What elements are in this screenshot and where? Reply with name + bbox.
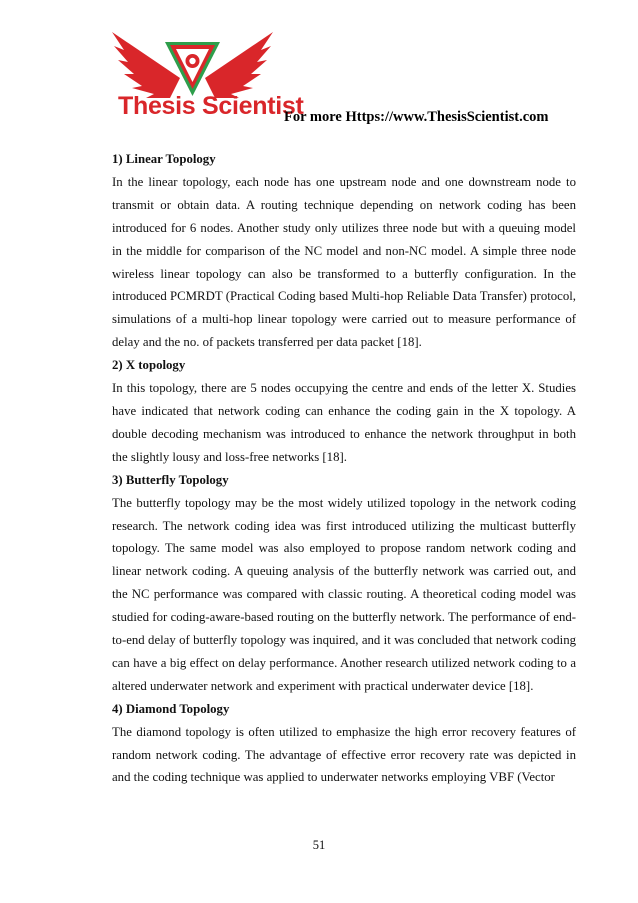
section-paragraph-x-topology: In this topology, there are 5 nodes occupying the centre and ends of the letter X. Studies have indicated that network coding can enhance the coding gain in the X topology. A double decoding mechanism was introduced to enhance the network throughput in both the slightly lousy and loss-free networks [18]. [112,381,576,464]
document-body [112,148,576,789]
logo-wordmark: Thesis Scientist [118,92,304,120]
section-paragraph-butterfly-topology: The butterfly topology may be the most widely utilized topology in the network coding research. The network coding idea was first introduced utilizing the multicast butterfly topology. The same model was also employed to propose random network coding and linear network coding. A queuing analysis of the butterfly network was carried out, and the NC performance was compared with classic routing. A theoretical coding model was studied for coding-aware-based routing on the butterfly network. The performance of end-to-end delay of butterfly topology was inquired, and it was concluded that network coding can have a big effect on delay performance. Another research utilized network coding to a altered underwater network and experiment with practical underwater device [18]. [112,495,576,693]
section-heading-x-topology: 2) X topology [112,358,186,373]
header-website-link[interactable]: For more Https://www.ThesisScientist.com [284,109,549,125]
section-heading-butterfly-topology: 3) Butterfly Topology [112,472,229,487]
section-heading-diamond-topology: 4) Diamond Topology [112,701,230,716]
section-heading-linear-topology: 1) Linear Topology [112,152,216,166]
section-paragraph-diamond-topology: The diamond topology is often utilized to emphasize the high error recovery features of random network coding. The advantage of effective error recovery rate was depicted in and the coding technique was applied to underwater networks employing VBF (Vector [112,724,576,785]
page-number: 51 [312,838,326,852]
section-paragraph-linear-topology: In the linear topology, each node has one upstream node and one downstream node to transmit or obtain data. A routing technique depending on network coding has been introduced for 6 nodes. Another study only utilizes three node but with a queuing model in the middle for comparison of the NC model and non-NC model. A simple three node wireless linear topology can also be transformed to a butterfly configuration. In the introduced PCMRDT (Practical Coding based Multi-hop Reliable Data Transfer) protocol, simulations of a multi-hop linear topology were carried out to measure performance of delay and the no. of packets transferred per data packet [18]. [112,174,576,350]
